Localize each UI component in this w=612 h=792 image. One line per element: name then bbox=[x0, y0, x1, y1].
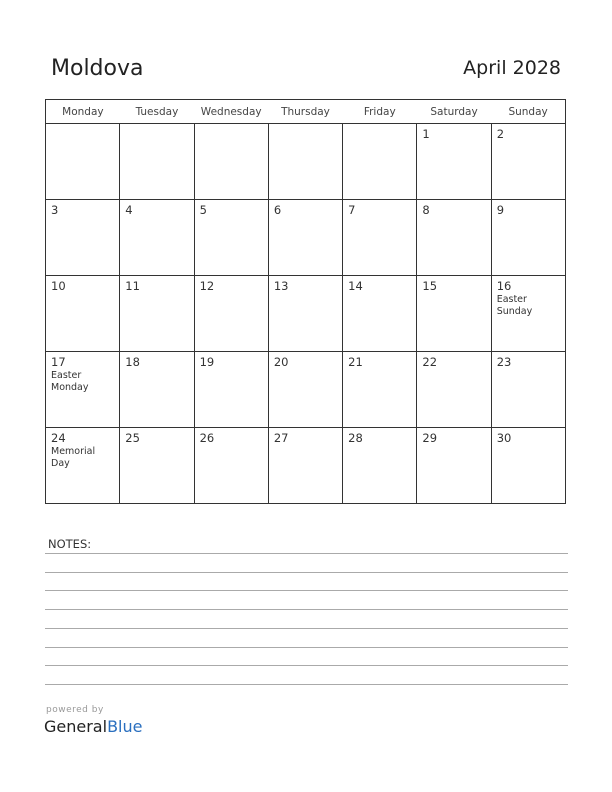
day-number: 11 bbox=[125, 279, 140, 293]
day-cell bbox=[194, 124, 268, 200]
day-number: 29 bbox=[422, 431, 438, 445]
day-cell bbox=[268, 200, 342, 276]
day-number: 8 bbox=[422, 203, 430, 217]
day-cell bbox=[46, 276, 120, 352]
day-cell bbox=[268, 428, 342, 504]
day-cell bbox=[491, 428, 565, 504]
week-row bbox=[46, 276, 566, 352]
day-number: 23 bbox=[496, 355, 512, 369]
day-number: 1 bbox=[422, 127, 430, 141]
day-number: 12 bbox=[199, 279, 215, 293]
day-cell bbox=[417, 352, 491, 428]
day-number: 7 bbox=[348, 203, 356, 217]
weekday-header: Tuesday bbox=[120, 100, 194, 124]
day-number: 2 bbox=[496, 127, 505, 141]
week-row bbox=[46, 352, 566, 428]
day-number: 14 bbox=[348, 279, 363, 293]
day-cell bbox=[491, 352, 565, 428]
day-cell bbox=[194, 200, 268, 276]
day-number: 15 bbox=[422, 279, 438, 293]
day-number: 30 bbox=[496, 431, 512, 445]
weekday-header: Wednesday bbox=[194, 100, 268, 124]
day-number: 26 bbox=[199, 431, 215, 445]
weekday-header: Monday bbox=[46, 100, 120, 124]
day-number: 22 bbox=[422, 355, 438, 369]
weekday-header: Friday bbox=[343, 100, 417, 124]
note-line bbox=[45, 665, 568, 666]
week-row bbox=[46, 124, 566, 200]
brand-logo[interactable] bbox=[44, 717, 142, 736]
day-number: 27 bbox=[273, 431, 289, 445]
day-cell bbox=[46, 352, 120, 428]
note-line bbox=[45, 572, 568, 573]
month-title: April 2028 bbox=[463, 57, 561, 79]
note-line bbox=[45, 684, 568, 685]
day-number: 19 bbox=[199, 355, 215, 369]
day-number: 17 bbox=[51, 355, 66, 369]
day-cell bbox=[268, 124, 342, 200]
day-number: 9 bbox=[496, 203, 505, 217]
day-number: 25 bbox=[125, 431, 140, 445]
day-cell bbox=[46, 428, 120, 504]
day-number: 18 bbox=[125, 355, 140, 369]
day-number: 16 bbox=[496, 279, 512, 293]
day-cell bbox=[491, 124, 565, 200]
day-number: 28 bbox=[348, 431, 363, 445]
weekday-header: Thursday bbox=[268, 100, 342, 124]
day-number: 21 bbox=[348, 355, 363, 369]
day-cell bbox=[343, 200, 417, 276]
day-cell bbox=[120, 428, 194, 504]
day-cell bbox=[120, 124, 194, 200]
note-line bbox=[45, 553, 568, 554]
day-cell bbox=[46, 200, 120, 276]
day-cell bbox=[46, 124, 120, 200]
day-number: 5 bbox=[199, 203, 207, 217]
day-number: 4 bbox=[125, 203, 133, 217]
week-row bbox=[46, 428, 566, 504]
calendar-grid bbox=[45, 99, 566, 504]
note-line bbox=[45, 609, 568, 610]
day-cell bbox=[417, 200, 491, 276]
day-number: 6 bbox=[273, 203, 282, 217]
day-number: 3 bbox=[51, 203, 59, 217]
holiday-label: Memorial Day bbox=[51, 446, 96, 469]
day-cell bbox=[417, 428, 491, 504]
weekday-header-row bbox=[46, 100, 566, 124]
day-cell bbox=[268, 352, 342, 428]
day-cell bbox=[417, 276, 491, 352]
brand-blue: Blue bbox=[107, 717, 143, 736]
day-number: 24 bbox=[51, 431, 66, 445]
weekday-header: Saturday bbox=[417, 100, 491, 124]
holiday-label: Easter Sunday bbox=[496, 294, 533, 317]
brand-general: General bbox=[44, 717, 108, 736]
note-line bbox=[45, 590, 568, 591]
weekday-header: Sunday bbox=[491, 100, 565, 124]
day-cell bbox=[268, 276, 342, 352]
week-row bbox=[46, 200, 566, 276]
day-cell bbox=[417, 124, 491, 200]
country-title: Moldova bbox=[51, 56, 144, 81]
day-number: 10 bbox=[51, 279, 66, 293]
powered-by-text: powered by bbox=[46, 705, 104, 715]
day-cell bbox=[194, 352, 268, 428]
note-line bbox=[45, 647, 568, 648]
day-cell bbox=[343, 276, 417, 352]
day-cell bbox=[120, 276, 194, 352]
day-number: 13 bbox=[273, 279, 289, 293]
note-line bbox=[45, 628, 568, 629]
holiday-label: Easter Monday bbox=[51, 370, 89, 393]
day-cell bbox=[491, 200, 565, 276]
day-cell bbox=[343, 124, 417, 200]
day-cell bbox=[491, 276, 565, 352]
day-number: 20 bbox=[273, 355, 289, 369]
day-cell bbox=[194, 276, 268, 352]
day-cell bbox=[120, 352, 194, 428]
day-cell bbox=[194, 428, 268, 504]
day-cell bbox=[120, 200, 194, 276]
notes-label: NOTES: bbox=[48, 537, 92, 551]
day-cell bbox=[343, 352, 417, 428]
day-cell bbox=[343, 428, 417, 504]
